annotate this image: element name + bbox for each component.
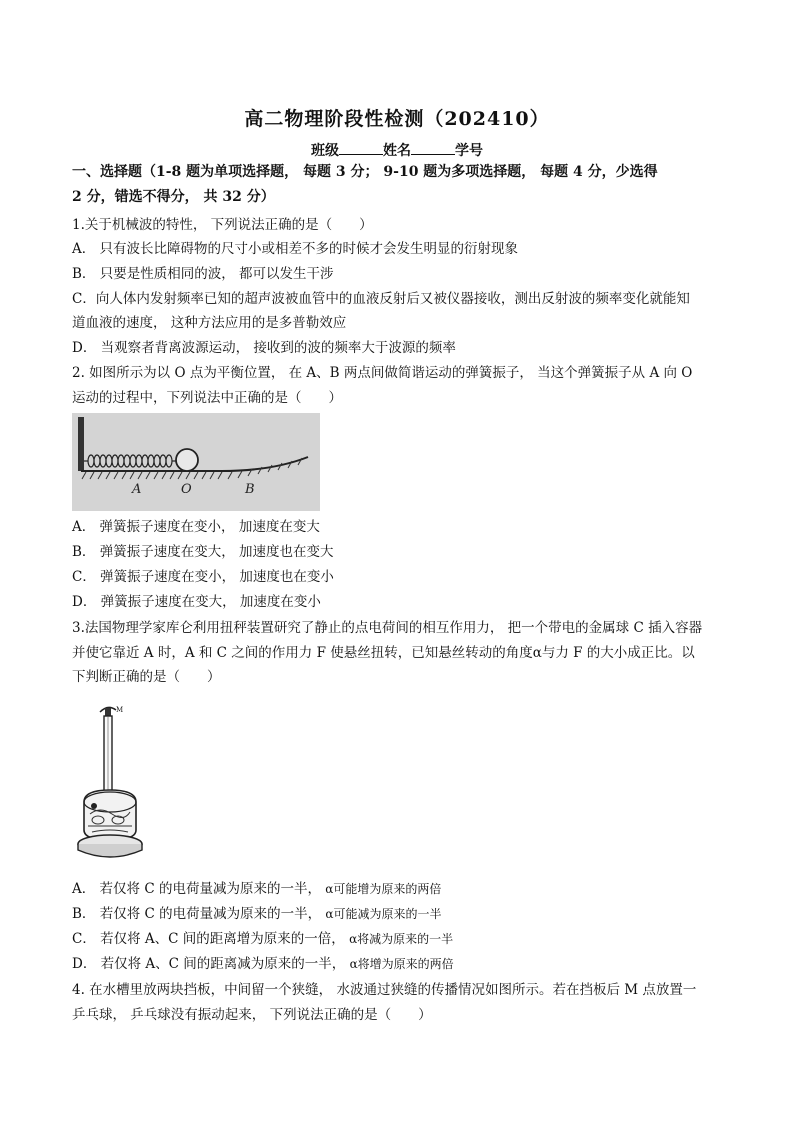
q3-option-d [72, 955, 732, 973]
q2-option-d: D． 弹簧振子速度在变大， 加速度在变小 [72, 594, 321, 610]
q4-stem-line-2: 乒乓球， 乒乓球没有振动起来， 下列说法正确的是（ ） [72, 1007, 432, 1023]
figure-label-o: O [181, 482, 192, 497]
q3-option-b [72, 905, 732, 923]
q2-option-c: C． 弹簧振子速度在变小， 加速度也在变小 [72, 569, 334, 585]
q3-option-c-text: C． 若仅将 A、C 间的距离增为原来的一倍， [72, 931, 345, 947]
id-label: 学号 [455, 143, 483, 159]
q3-option-a [72, 880, 732, 898]
q1-stem: 1.关于机械波的特性， 下列说法正确的是（ ） [72, 217, 373, 233]
q3-option-c [72, 930, 732, 948]
q2-stem-line-2: 运动的过程中，下列说法中正确的是（ ） [72, 390, 342, 406]
q2-stem-line-1: 2. 如图所示为以 O 点为平衡位置， 在 A、B 两点间做简谐运动的弹簧振子， 当这个弹簧振子从 A 向 O [72, 365, 693, 381]
q2-option-b: B． 弹簧振子速度在变大， 加速度也在变大 [72, 544, 334, 560]
q3-option-a-text: A． 若仅将 C 的电荷量减为原来的一半， [72, 881, 321, 897]
q1-option-d: D． 当观察者背离波源运动， 接收到的波的频率大于波源的频率 [72, 340, 456, 356]
q3-stem-line-1: 3.法国物理学家库仑利用扭秤装置研究了静止的点电荷间的相互作用力， 把一个带电的金属球 C 插入容器 [72, 620, 703, 636]
figure-label-a: A [132, 482, 142, 497]
q3-option-a-result: α可能增为原来的两倍 [325, 882, 442, 896]
q3-option-d-result: α将增为原来的两倍 [349, 957, 454, 971]
q2-option-a: A． 弹簧振子速度在变小， 加速度在变大 [72, 519, 320, 535]
q1-option-b: B． 只要是性质相同的波， 都可以发生干涉 [72, 266, 334, 282]
figure-label-b: B [245, 482, 255, 497]
student-info-line [0, 140, 794, 160]
section-heading-line-2: 2 分，错选不得分， 共 32 分） [72, 189, 275, 205]
name-label: 姓名 [383, 143, 411, 159]
q3-option-b-result: α可能减为原来的一半 [325, 907, 442, 921]
q3-option-b-text: B． 若仅将 C 的电荷量减为原来的一半， [72, 906, 322, 922]
q4-stem-line-1: 4. 在水槽里放两块挡板，中间留一个狭缝， 水波通过狭缝的传播情况如图所示。若在挡板后 M 点放置一 [72, 982, 697, 998]
q1-option-c-line-2: 道血液的速度， 这种方法应用的是多普勒效应 [72, 315, 347, 331]
q1-option-c-line-1: C．向人体内发射频率已知的超声波被血管中的血液反射后又被仪器接收，测出反射波的频率变化就能知 [72, 291, 690, 307]
class-blank[interactable] [339, 142, 383, 155]
spring-oscillator-figure [72, 413, 320, 511]
q3-stem-line-3: 下判断正确的是（ ） [72, 669, 221, 685]
name-blank[interactable] [411, 142, 455, 155]
q1-option-a: A． 只有波长比障碍物的尺寸小或相差不多的时候才会发生明显的衍射现象 [72, 241, 519, 257]
torsion-balance-figure [72, 702, 152, 862]
q3-stem-line-2: 并使它靠近 A 时，A 和 C 之间的作用力 F 使悬丝扭转，已知悬丝转动的角度α与力 F 的大小成正比。以 [72, 645, 695, 661]
class-label: 班级 [311, 143, 339, 159]
q3-option-d-text: D． 若仅将 A、C 间的距离减为原来的一半， [72, 956, 346, 972]
svg-text:M: M [116, 706, 124, 714]
q3-option-c-result: α将减为原来的一半 [349, 932, 454, 946]
section-heading-line-1: 一、选择题（1-8 题为单项选择题， 每题 3 分； 9-10 题为多项选择题， 每题 4 分，少选得 [72, 164, 658, 180]
page-title: 高二物理阶段性检测（202410） [244, 108, 550, 130]
